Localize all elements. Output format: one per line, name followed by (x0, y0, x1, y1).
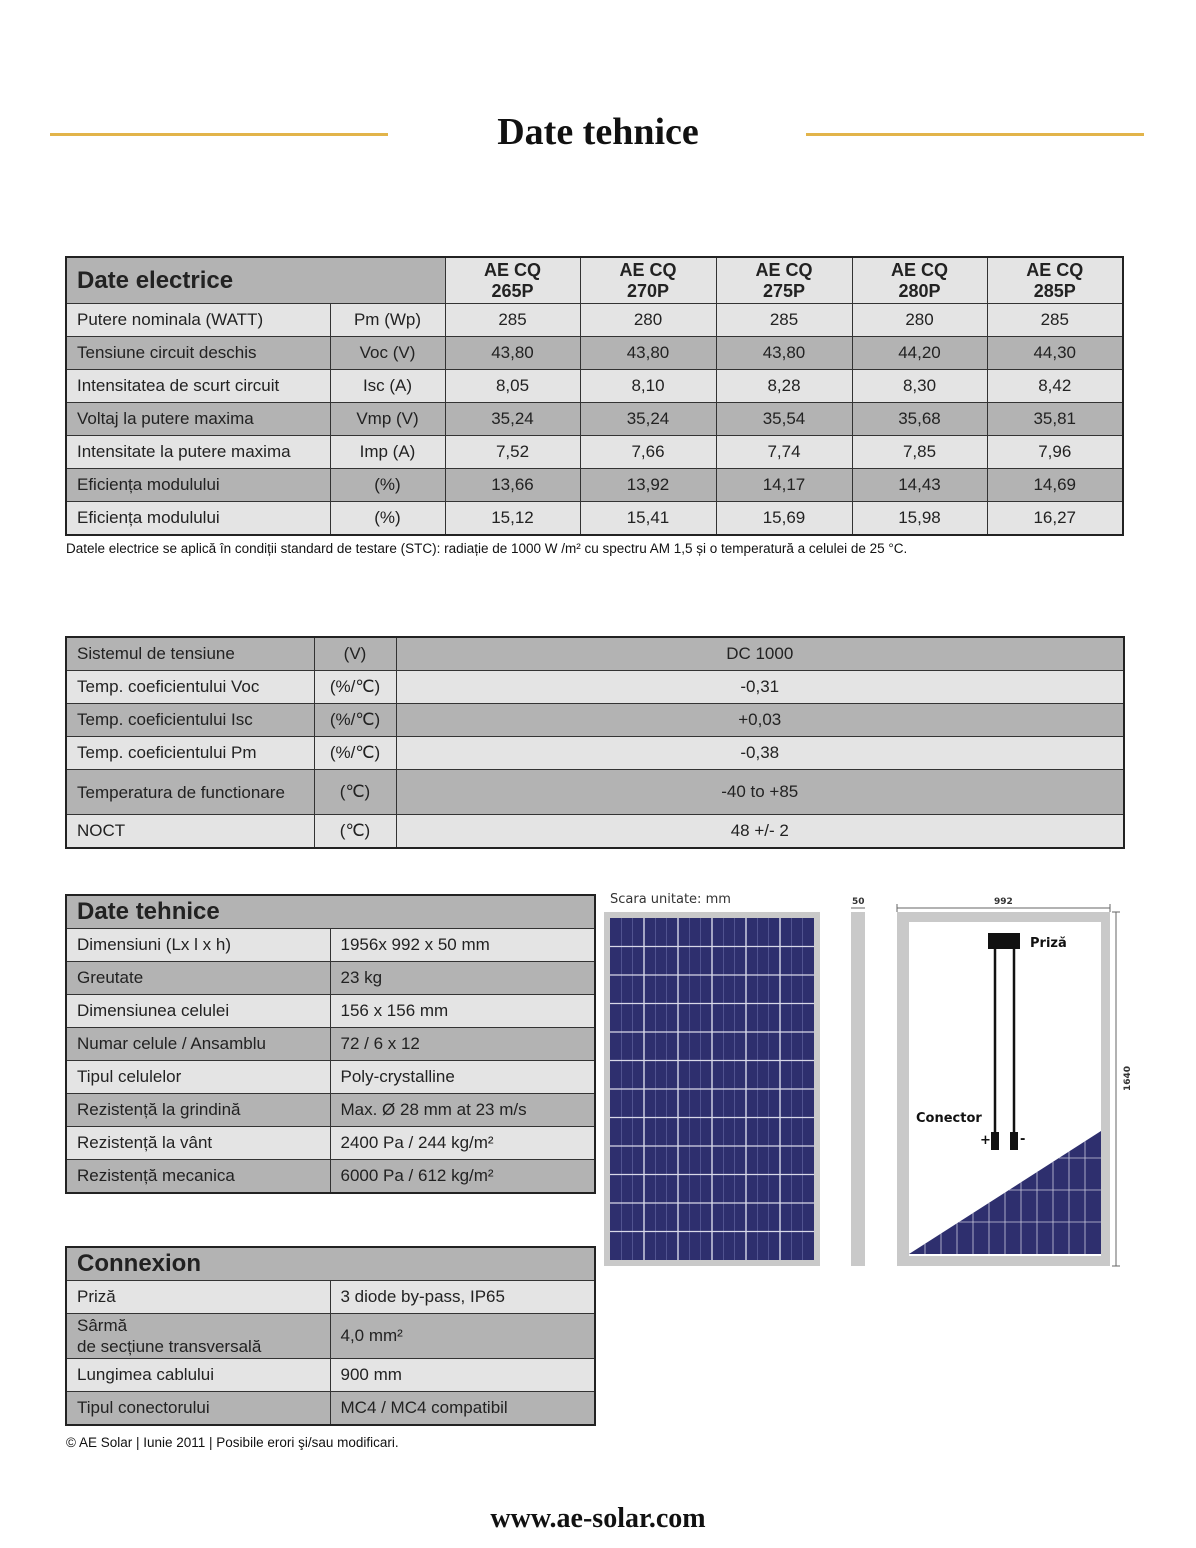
parameter-value: 35,24 (580, 403, 716, 436)
parameter-value: 14,17 (716, 469, 852, 502)
parameter-unit: Isc (A) (330, 370, 445, 403)
system-row (66, 637, 1124, 671)
technical-table-body (66, 895, 595, 1193)
parameter-value: 13,66 (445, 469, 580, 502)
parameter-label: Eficiența modulului (66, 502, 330, 536)
panel-side-profile (851, 912, 865, 1266)
electrical-table-body (66, 257, 1123, 535)
parameter-value: 285 (716, 304, 852, 337)
minus-sign: - (1020, 1132, 1026, 1147)
technical-row (66, 1028, 595, 1061)
technical-row (66, 1061, 595, 1094)
connexion-header-row (66, 1247, 595, 1281)
parameter-value: 7,96 (987, 436, 1123, 469)
technical-data-table (65, 894, 596, 1194)
parameter-value: 35,81 (987, 403, 1123, 436)
parameter-value: 15,41 (580, 502, 716, 536)
electrical-row (66, 370, 1123, 403)
electrical-row (66, 469, 1123, 502)
system-label: Temp. coeficientului Isc (66, 704, 314, 737)
parameter-value: 8,28 (716, 370, 852, 403)
parameter-value: 285 (445, 304, 580, 337)
junction-box-label: Priză (1030, 936, 1067, 951)
technical-row (66, 1094, 595, 1127)
parameter-value: 43,80 (445, 337, 580, 370)
technical-label: Rezistență mecanica (66, 1160, 330, 1194)
parameter-value: 8,42 (987, 370, 1123, 403)
parameter-value: 8,10 (580, 370, 716, 403)
parameter-value: 15,12 (445, 502, 580, 536)
parameter-value: 35,24 (445, 403, 580, 436)
system-value: -0,38 (396, 737, 1124, 770)
technical-row (66, 1127, 595, 1160)
technical-label: Rezistență la vânt (66, 1127, 330, 1160)
system-unit: (℃) (314, 770, 396, 815)
electrical-row (66, 502, 1123, 536)
system-label: NOCT (66, 815, 314, 849)
model-header: AE CQ 270P (580, 257, 716, 304)
connexion-row (66, 1281, 595, 1314)
parameter-value: 13,92 (580, 469, 716, 502)
parameter-label: Intensitatea de scurt circuit (66, 370, 330, 403)
system-value: 48 +/- 2 (396, 815, 1124, 849)
technical-value: Max. Ø 28 mm at 23 m/s (330, 1094, 595, 1127)
parameter-value: 7,52 (445, 436, 580, 469)
plus-sign: + (980, 1133, 991, 1148)
technical-value: 23 kg (330, 962, 595, 995)
system-unit: (%/℃) (314, 737, 396, 770)
parameter-value: 280 (580, 304, 716, 337)
parameter-value: 35,68 (852, 403, 987, 436)
technical-label: Numar celule / Ansamblu (66, 1028, 330, 1061)
system-label: Temp. coeficientului Voc (66, 671, 314, 704)
parameter-label: Putere nominala (WATT) (66, 304, 330, 337)
system-label: Temperatura de functionare (66, 770, 314, 815)
technical-label: Dimensiunea celulei (66, 995, 330, 1028)
system-label: Temp. coeficientului Pm (66, 737, 314, 770)
electrical-note: Datele electrice se aplică în condiții standard de testare (STC): radiație de 1000 W /m² cu spectru AM 1,5 și o temperatură a celulei de 25 °C. (66, 541, 908, 556)
parameter-value: 7,66 (580, 436, 716, 469)
parameter-value: 44,20 (852, 337, 987, 370)
system-row (66, 704, 1124, 737)
parameter-value: 43,80 (580, 337, 716, 370)
connexion-row (66, 1314, 595, 1359)
electrical-row (66, 304, 1123, 337)
connexion-label: Lungimea cablului (66, 1359, 330, 1392)
system-value: DC 1000 (396, 637, 1124, 671)
panel-dimension-diagram (600, 886, 1160, 1276)
technical-label: Rezistență la grindină (66, 1094, 330, 1127)
system-value: -0,31 (396, 671, 1124, 704)
scale-label: Scara unitate: mm (610, 892, 731, 907)
parameter-value: 43,80 (716, 337, 852, 370)
technical-label: Dimensiuni (Lx l x h) (66, 929, 330, 962)
technical-label: Tipul celulelor (66, 1061, 330, 1094)
parameter-value: 14,43 (852, 469, 987, 502)
parameter-value: 15,69 (716, 502, 852, 536)
system-row (66, 671, 1124, 704)
model-header: AE CQ 285P (987, 257, 1123, 304)
system-row (66, 815, 1124, 849)
technical-header-row (66, 895, 595, 929)
model-header: AE CQ 280P (852, 257, 987, 304)
parameter-value: 14,69 (987, 469, 1123, 502)
copyright-note: © AE Solar | Iunie 2011 | Posibile erori şi/sau modificari. (66, 1435, 399, 1450)
technical-row (66, 995, 595, 1028)
system-unit: (℃) (314, 815, 396, 849)
connexion-value: MC4 / MC4 compatibil (330, 1392, 595, 1426)
parameter-value: 16,27 (987, 502, 1123, 536)
connector-label: Conector (916, 1111, 982, 1126)
width-label: 992 (994, 897, 1013, 907)
panel-cell-grid (610, 918, 814, 1260)
electrical-header: Date electrice (66, 257, 445, 304)
footer-website: www.ae-solar.com (490, 1503, 706, 1534)
parameter-label: Eficiența modulului (66, 469, 330, 502)
electrical-row (66, 337, 1123, 370)
model-header: AE CQ 275P (716, 257, 852, 304)
electrical-row (66, 436, 1123, 469)
system-unit: (V) (314, 637, 396, 671)
technical-label: Greutate (66, 962, 330, 995)
connexion-value: 4,0 mm² (330, 1314, 595, 1359)
parameter-value: 15,98 (852, 502, 987, 536)
system-label: Sistemul de tensiune (66, 637, 314, 671)
connexion-label: Priză (66, 1281, 330, 1314)
system-row (66, 770, 1124, 815)
parameter-unit: Voc (V) (330, 337, 445, 370)
thickness-label: 50 (852, 897, 865, 907)
electrical-data-table (65, 256, 1124, 536)
height-label: 1640 (1123, 1065, 1133, 1091)
parameter-value: 7,85 (852, 436, 987, 469)
technical-value: 1956x 992 x 50 mm (330, 929, 595, 962)
parameter-value: 8,05 (445, 370, 580, 403)
connexion-table-body (66, 1247, 595, 1425)
connexion-label: Tipul conectorului (66, 1392, 330, 1426)
system-data-table (65, 636, 1125, 849)
connexion-header: Connexion (66, 1247, 595, 1281)
parameter-value: 44,30 (987, 337, 1123, 370)
technical-value: 156 x 156 mm (330, 995, 595, 1028)
page-title: Date tehnice (497, 111, 699, 153)
electrical-header-row (66, 257, 1123, 304)
parameter-unit: (%) (330, 502, 445, 536)
connexion-row (66, 1392, 595, 1426)
model-header: AE CQ 265P (445, 257, 580, 304)
parameter-unit: Imp (A) (330, 436, 445, 469)
connexion-table (65, 1246, 596, 1426)
technical-row (66, 962, 595, 995)
technical-header: Date tehnice (66, 895, 595, 929)
system-value: -40 to +85 (396, 770, 1124, 815)
technical-row (66, 1160, 595, 1194)
parameter-unit: (%) (330, 469, 445, 502)
parameter-value: 7,74 (716, 436, 852, 469)
parameter-unit: Vmp (V) (330, 403, 445, 436)
parameter-value: 35,54 (716, 403, 852, 436)
system-table-body (66, 637, 1124, 848)
parameter-label: Intensitate la putere maxima (66, 436, 330, 469)
technical-value: 2400 Pa / 244 kg/m² (330, 1127, 595, 1160)
system-unit: (%/℃) (314, 704, 396, 737)
parameter-label: Tensiune circuit deschis (66, 337, 330, 370)
connexion-label: Sârmă de secțiune transversală (66, 1314, 330, 1359)
system-unit: (%/℃) (314, 671, 396, 704)
parameter-value: 8,30 (852, 370, 987, 403)
system-row (66, 737, 1124, 770)
junction-box (988, 933, 1020, 949)
parameter-unit: Pm (Wp) (330, 304, 445, 337)
parameter-value: 285 (987, 304, 1123, 337)
connexion-row (66, 1359, 595, 1392)
connexion-value: 900 mm (330, 1359, 595, 1392)
technical-value: Poly-crystalline (330, 1061, 595, 1094)
technical-value: 6000 Pa / 612 kg/m² (330, 1160, 595, 1194)
technical-value: 72 / 6 x 12 (330, 1028, 595, 1061)
technical-row (66, 929, 595, 962)
electrical-row (66, 403, 1123, 436)
connector-minus (1010, 1132, 1018, 1150)
parameter-label: Voltaj la putere maxima (66, 403, 330, 436)
system-value: +0,03 (396, 704, 1124, 737)
parameter-value: 280 (852, 304, 987, 337)
connexion-value: 3 diode by-pass, IP65 (330, 1281, 595, 1314)
connector-plus (991, 1132, 999, 1150)
